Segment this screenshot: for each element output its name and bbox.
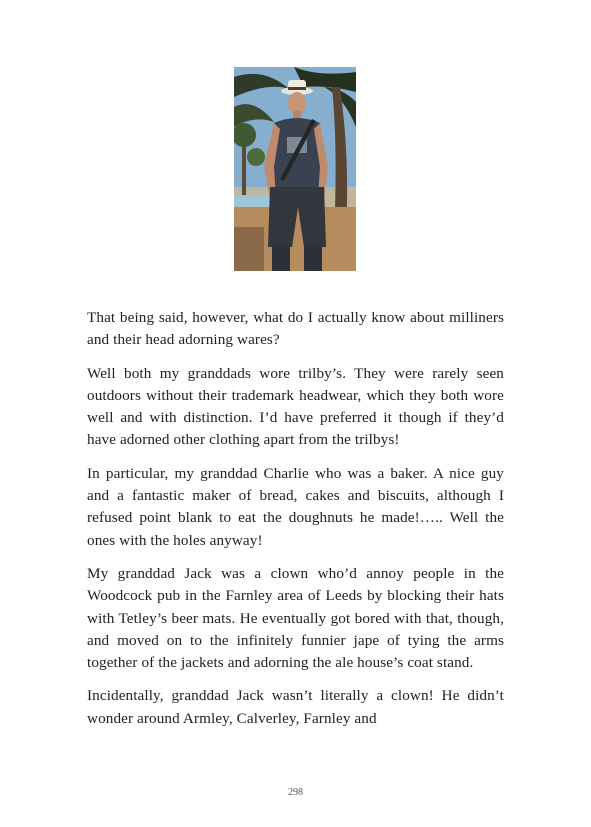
paragraph: In particular, my granddad Charlie who was a baker. A nice guy and a fantastic maker of bread, cakes and biscuits, although I refused point blank to eat the doughnuts he made!….. Well the ones with the holes anyway! [87, 464, 504, 549]
page-number: 298 [288, 787, 303, 798]
paragraph: Incidentally, granddad Jack wasn’t literally a clown! He didn’t wonder around Armley, Calverley, Farnley and [87, 687, 504, 727]
paragraph: Well both my granddads wore trilby’s. They were rarely seen outdoors without their trademark headwear, which they both wore well and with distinction. I’d have preferred it though if they’d have adorned other clothing apart from the trilbys! [87, 364, 504, 449]
paragraph: My granddad Jack was a clown who’d annoy people in the Woodcock pub in the Farnley area of Leeds by blocking their hats with Tetley’s beer mats. He eventually got bored with that, though, and moved on to the infinitely funnier jape of tying the arms together of the jackets and adorning the ale house’s coat stand. [87, 564, 504, 672]
body-text [87, 307, 504, 741]
author-photo [234, 67, 356, 271]
paragraph: That being said, however, what do I actually know about milliners and their head adorning wares? [87, 309, 504, 349]
